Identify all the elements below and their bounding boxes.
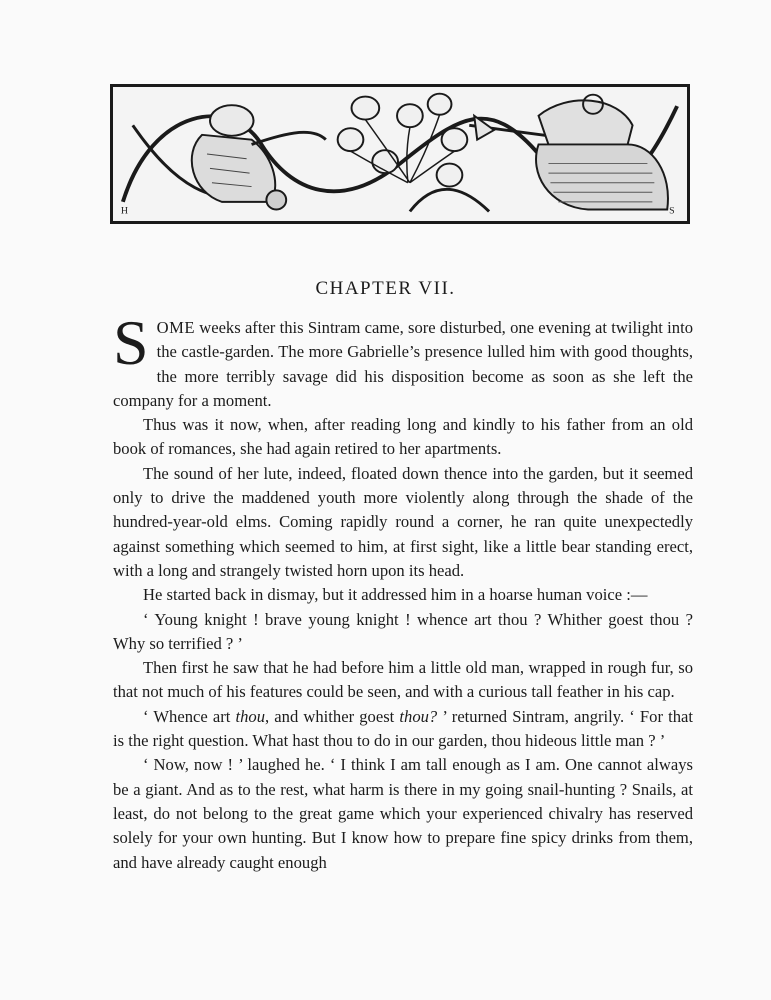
- chapter-title: CHAPTER VII.: [315, 278, 456, 299]
- lead-word: OME: [156, 318, 195, 337]
- headpiece-initial-h: H: [120, 205, 129, 217]
- headpiece-engraving: [113, 87, 687, 221]
- paragraph-7-part-e: ’ returned Sintram, angrily. ‘ For that is the right question. What hast thou to do in our garden, thou hideous little man ? ’: [113, 706, 693, 751]
- paragraph-7-italic-thou: thou: [235, 706, 266, 726]
- paragraph-7-italic-thou-question: thou?: [399, 706, 438, 726]
- drop-cap-letter: S: [113, 307, 149, 378]
- decorative-headpiece-illustration: [110, 84, 690, 224]
- paragraph-3: The sound of her lute, indeed, floated down thence into the garden, but it seemed only to drive the maddened youth more violently along through the shade of the hundred-year-old elms. Coming rapidly round a corner, he ran quite unexpectedly against something which seemed to him, at first sight, like a little bear standing erect, with a long and strangely twisted horn upon its head.: [113, 463, 693, 580]
- paragraph-8: ‘ Now, now ! ’ laughed he. ‘ I think I am tall enough as I am. One cannot always be a giant. And as to the rest, what harm is there in my going snail-hunting ? Snails, at least, do not belong to the great game which your experienced chivalry has reserved solely for your own hunting. But I know how to prepare fine spicy drinks from them, and have already caught enough: [113, 755, 693, 872]
- body-text: [113, 307, 693, 875]
- paragraph-1: [113, 307, 693, 413]
- paragraph-7-part-c: , and whither goest: [265, 706, 400, 726]
- paragraph-5: ‘ Young knight ! brave young knight ! whence art thou ? Whither goest thou ? Why so terrified ? ’: [113, 609, 693, 653]
- paragraph-6: Then first he saw that he had before him a little old man, wrapped in rough fur, so that not much of his features could be seen, and with a curious tall feather in his cap.: [113, 658, 693, 702]
- paragraph-7: [113, 705, 693, 754]
- paragraph-4: He started back in dismay, but it addressed him in a hoarse human voice :—: [143, 585, 648, 605]
- paragraph-7-part-a: ‘ Whence art: [143, 706, 236, 726]
- headpiece-initial-s: S: [669, 205, 675, 217]
- paragraph-2: Thus was it now, when, after reading long and kindly to his father from an old book of romances, she had again retired to her apartments.: [113, 415, 693, 459]
- paragraph-1-text: weeks after this Sintram came, sore disturbed, one evening at twilight into the castle-garden. The more Gabrielle’s presence lulled him with good thoughts, the more terribly savage did his disposition become as soon as she left the company for a moment.: [113, 318, 693, 410]
